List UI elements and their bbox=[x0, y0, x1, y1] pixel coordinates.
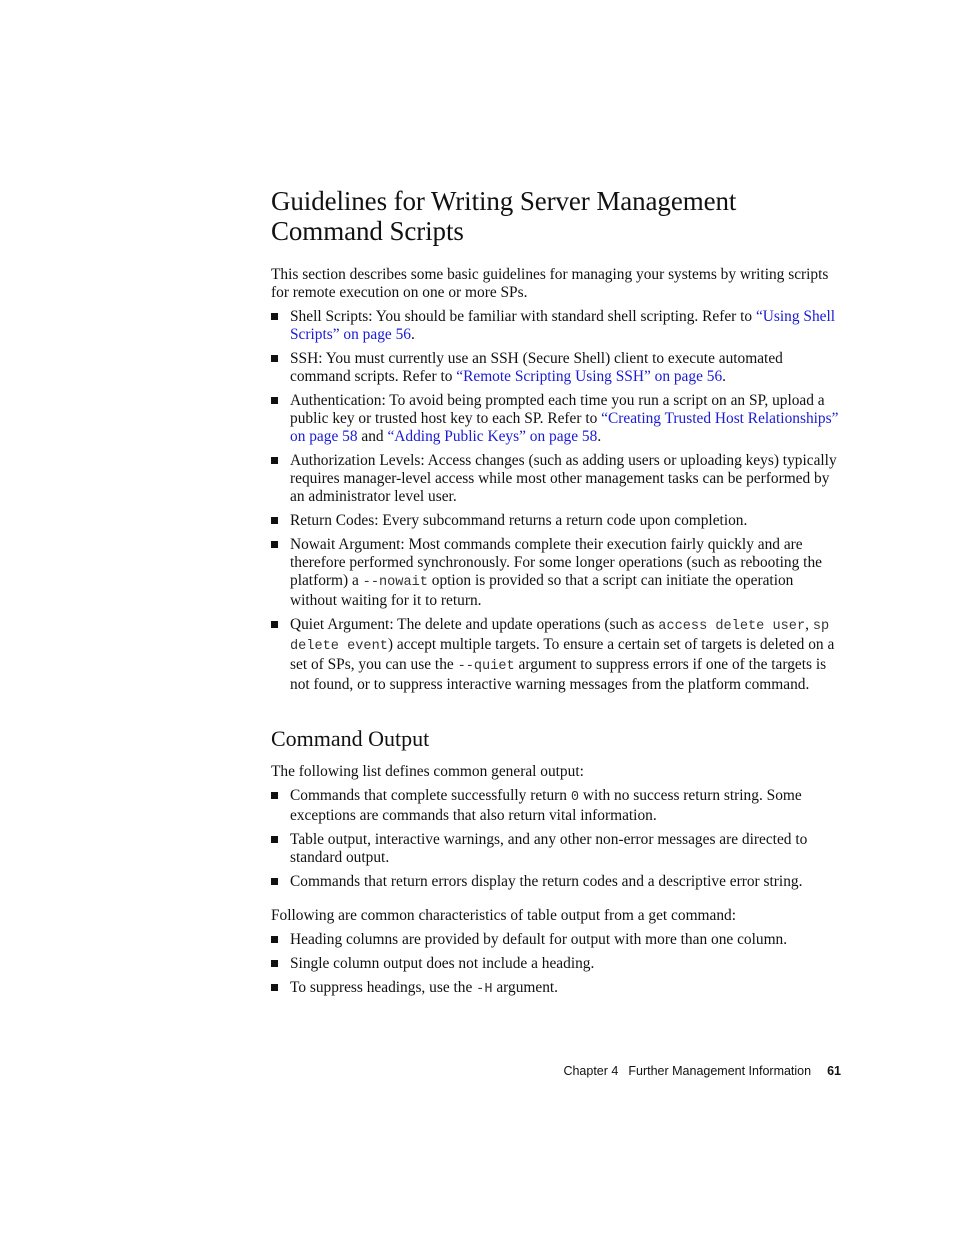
list-item: Heading columns are provided by default for output with more than one column. bbox=[271, 931, 843, 949]
code-sp-delete-event: sp delete event bbox=[290, 619, 830, 654]
bullet-icon bbox=[271, 313, 278, 320]
list-item: Return Codes: Every subcommand returns a return code upon completion. bbox=[271, 512, 843, 530]
list-item: Shell Scripts: You should be familiar with standard shell scripting. Refer to “Using Shell Scripts” on page 56. bbox=[271, 308, 843, 344]
table-output-list bbox=[271, 931, 843, 999]
list-item: Quiet Argument: The delete and update operations (such as access delete user, sp delete event) accept multiple targets. To ensure a certain set of targets is deleted on a set of SPs, you can use the --quiet argument to suppress errors if one of the targets is not found, or to suppress interactive warning messages from the platform command. bbox=[271, 616, 843, 694]
subsection-title: Command Output bbox=[271, 726, 430, 751]
link-creating-trusted-host[interactable]: “Creating Trusted Host Relationships” on page 58 bbox=[290, 410, 839, 445]
list-item: SSH: You must currently use an SSH (Secure Shell) client to execute automated command scripts. Refer to “Remote Scripting Using SSH” on page 56. bbox=[271, 350, 843, 386]
list-item: Authorization Levels: Access changes (such as adding users or uploading keys) typically requires manager-level access while most other management tasks can be performed by an administrator level user. bbox=[271, 452, 843, 506]
page-content bbox=[271, 186, 843, 1005]
bullet-icon bbox=[271, 621, 278, 628]
bullet-icon bbox=[271, 792, 278, 799]
list-item: Commands that complete successfully return 0 with no success return string. Some exceptions are commands that also return vital information. bbox=[271, 787, 843, 825]
output-intro: The following list defines common general output: bbox=[271, 763, 584, 780]
bullet-icon bbox=[271, 836, 278, 843]
code-nowait: --nowait bbox=[362, 575, 428, 590]
page-number: 61 bbox=[827, 1064, 841, 1078]
list-item: Single column output does not include a heading. bbox=[271, 955, 843, 973]
list-item: Authentication: To avoid being prompted each time you run a script on an SP, upload a public key or trusted host key to each SP. Refer to “Creating Trusted Host Relationships” on page 58 and “Adding Public Keys” on page 58. bbox=[271, 392, 843, 446]
bullet-icon bbox=[271, 984, 278, 991]
bullet-icon bbox=[271, 355, 278, 362]
code-access-delete-user: access delete user bbox=[658, 619, 806, 634]
table-intro: Following are common characteristics of table output from a get command: bbox=[271, 907, 737, 924]
page-footer bbox=[563, 1064, 841, 1078]
code-zero: 0 bbox=[570, 790, 579, 805]
bullet-icon bbox=[271, 936, 278, 943]
section-title: Guidelines for Writing Server Management Command Scripts bbox=[271, 186, 737, 246]
guidelines-list bbox=[271, 308, 843, 694]
bullet-icon bbox=[271, 960, 278, 967]
list-item: Table output, interactive warnings, and any other non-error messages are directed to standard output. bbox=[271, 831, 843, 867]
list-item: Nowait Argument: Most commands complete their execution fairly quickly and are therefore performed synchronously. For some longer operations (such as rebooting the platform) a --nowait option is provided so that a script can initiate the operation without waiting for it to return. bbox=[271, 536, 843, 610]
list-item: Commands that return errors display the return codes and a descriptive error string. bbox=[271, 873, 843, 891]
code-quiet: --quiet bbox=[457, 659, 515, 674]
code-h-flag: -H bbox=[476, 982, 493, 997]
bullet-icon bbox=[271, 397, 278, 404]
output-list bbox=[271, 787, 843, 891]
footer-chapter-title: Further Management Information bbox=[628, 1064, 812, 1078]
bullet-icon bbox=[271, 541, 278, 548]
bullet-icon bbox=[271, 878, 278, 885]
bullet-icon bbox=[271, 457, 278, 464]
footer-chapter: Chapter 4 bbox=[563, 1064, 619, 1078]
link-remote-scripting-ssh[interactable]: “Remote Scripting Using SSH” on page 56 bbox=[456, 368, 723, 385]
bullet-icon bbox=[271, 517, 278, 524]
section-intro: This section describes some basic guidelines for managing your systems by writing scripts for remote execution on one or more SPs. bbox=[271, 266, 829, 301]
list-item: To suppress headings, use the -H argument. bbox=[271, 979, 843, 999]
link-using-shell-scripts[interactable]: “Using Shell Scripts” on page 56 bbox=[290, 308, 836, 343]
link-adding-public-keys[interactable]: “Adding Public Keys” on page 58 bbox=[387, 428, 598, 445]
